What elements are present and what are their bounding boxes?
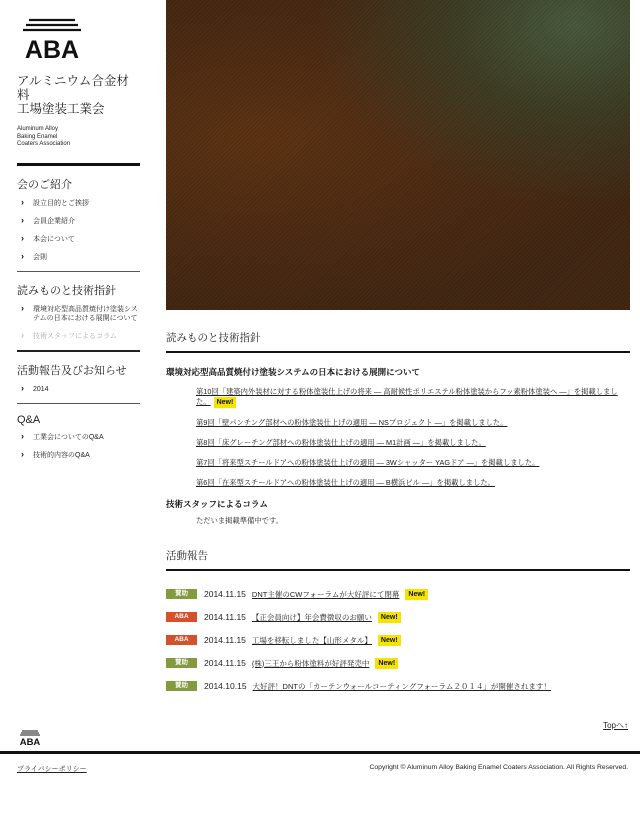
article-link[interactable]: 第7回「将来型スチールドアへの粉体塗装仕上げの適用 — 3Wシャッター YAGドア —」を掲載しました。 xyxy=(196,458,540,467)
chevron-right-icon: › xyxy=(21,214,24,225)
sidebar-item-qa-association[interactable] xyxy=(21,430,140,442)
sidebar-item-label: 技術的内容のQ&A xyxy=(33,451,90,459)
activity-link[interactable]: DNT主催のCWフォーラムが大好評にて閉幕 xyxy=(251,589,400,599)
org-name xyxy=(17,74,140,116)
activity-item xyxy=(166,634,630,646)
category-badge: 賛助 xyxy=(166,681,197,691)
sidebar-heading-qa[interactable]: Q&A xyxy=(17,413,41,426)
back-to-top-link[interactable]: Topへ↑ xyxy=(603,721,628,730)
sidebar-item-purpose[interactable] xyxy=(21,196,140,208)
sidebar-list-about xyxy=(17,196,140,262)
sidebar-item-rules[interactable] xyxy=(21,250,140,262)
sidebar-divider xyxy=(17,403,140,404)
sidebar-item-label: 工業会についてのQ&A xyxy=(33,433,104,441)
sidebar-item-qa-technical[interactable] xyxy=(21,448,140,460)
article-item xyxy=(196,387,630,408)
article-item xyxy=(196,458,630,468)
activity-date: 2014.11.15 xyxy=(204,635,246,645)
sidebar-item-coating-system[interactable] xyxy=(21,302,140,323)
privacy-policy-link[interactable]: プライバシーポリシー xyxy=(17,766,87,773)
chevron-right-icon: › xyxy=(21,382,24,393)
sidebar-item-label: 環境対応型高品質焼付け塗装システムの日本における展開について xyxy=(33,305,138,322)
sidebar-divider xyxy=(17,350,140,352)
article-link[interactable]: 第6回「在来型スチールドアへの粉体塗装仕上げの適用 — B横浜ビル —」を掲載しました。 xyxy=(196,478,495,487)
sidebar-list-qa xyxy=(17,430,140,460)
sidebar-item-label: 本会について xyxy=(33,235,75,243)
org-name-line1: アルミニウム合金材料 xyxy=(17,74,129,102)
sidebar-item-2014[interactable] xyxy=(21,382,140,394)
activity-date: 2014.11.15 xyxy=(204,612,246,622)
org-en-line3: Coaters Association xyxy=(17,141,71,147)
org-en-line1: Aluminum Alloy xyxy=(17,126,59,132)
section-title-reading: 読みものと技術指針 xyxy=(166,330,630,353)
hero-image xyxy=(166,0,630,310)
category-badge: ABA xyxy=(166,635,197,645)
activity-item xyxy=(166,611,630,623)
activity-link[interactable]: 【正会員向け】年会費徴収のお願い xyxy=(251,612,372,622)
sidebar-heading-activity[interactable]: 活動報告及びお知らせ xyxy=(17,364,127,377)
article-item xyxy=(196,438,630,448)
activity-item xyxy=(166,680,630,692)
subsection-title-column: 技術スタッフによるコラム xyxy=(166,499,268,509)
article-list xyxy=(166,387,630,488)
chevron-right-icon: › xyxy=(21,196,24,207)
activity-link[interactable]: 大好評！DNTの「カーテンウォールコーティングフォーラム２０１４」が開催されます！ xyxy=(252,681,551,691)
activity-date: 2014.11.15 xyxy=(204,589,246,599)
sidebar-item-label: 会員企業紹介 xyxy=(33,217,75,225)
category-badge: 賛助 xyxy=(166,658,197,668)
chevron-right-icon: › xyxy=(21,448,24,459)
activity-date: 2014.11.15 xyxy=(204,658,246,668)
section-title-activity: 活動報告 xyxy=(166,548,630,571)
sidebar-item-members[interactable] xyxy=(21,214,140,226)
sidebar-item-label: 設立目的とご挨拶 xyxy=(33,199,89,207)
logo-text: ABA xyxy=(24,36,80,60)
article-item xyxy=(196,418,630,428)
new-badge: New! xyxy=(378,612,401,623)
chevron-right-icon: › xyxy=(21,329,24,340)
new-badge: New! xyxy=(378,635,401,646)
org-english-name xyxy=(17,126,140,149)
footer-logo-text: ABA xyxy=(19,737,41,746)
sidebar-list-reading xyxy=(17,302,140,341)
org-name-line2: 工場塗装工業会 xyxy=(17,102,105,116)
sidebar-heading-reading[interactable]: 読みものと技術指針 xyxy=(17,284,116,297)
preparing-text: ただいま掲載準備中です。 xyxy=(196,516,283,525)
sidebar-item-label: 技術スタッフによるコラム xyxy=(33,332,117,340)
article-link[interactable]: 第8回「床グレーチング部材への粉体塗装仕上げの適用 — M1計画 —」を掲載しました。 xyxy=(196,438,486,447)
org-en-line2: Baking Enamel xyxy=(17,133,58,140)
activity-date: 2014.10.15 xyxy=(204,681,247,691)
footer-divider xyxy=(0,751,640,754)
activity-link[interactable]: (株)三王から粉体塗料が好評発売中 xyxy=(251,658,370,668)
chevron-right-icon: › xyxy=(21,232,24,243)
new-badge: New! xyxy=(214,397,237,408)
activity-list xyxy=(166,588,630,692)
chevron-right-icon: › xyxy=(21,302,24,313)
activity-link[interactable]: 工場を移転しました【山形メタル】 xyxy=(251,635,372,645)
main-content xyxy=(166,330,630,703)
sidebar-item-about[interactable] xyxy=(21,232,140,244)
category-badge: 賛助 xyxy=(166,589,197,599)
copyright-text: Copyright © Aluminum Alloy Baking Enamel Coaters Association. All Rights Reserved. xyxy=(369,764,628,771)
activity-item xyxy=(166,588,630,600)
sidebar-item-label: 会則 xyxy=(33,253,47,261)
subsection-title-coating: 環境対応型高品質焼付け塗装システムの日本における展開について xyxy=(166,367,420,377)
article-link[interactable]: 第9回「壁パンチング部材への粉体塗装仕上げの適用 — NSプロジェクト —」を掲載しました。 xyxy=(196,418,508,427)
category-badge: ABA xyxy=(166,612,197,622)
sidebar xyxy=(17,18,140,469)
footer-aba-logo[interactable] xyxy=(17,730,43,746)
new-badge: New! xyxy=(405,589,428,600)
activity-item xyxy=(166,657,630,669)
sidebar-divider xyxy=(17,271,140,272)
aba-logo[interactable] xyxy=(17,18,87,60)
article-link[interactable]: 第10回「建築内外装材に対する粉体塗装仕上げの将来 — 高耐候性ポリエステル粉体塗装からフッ素粉体塗装へ —」を掲載しました。 xyxy=(196,387,618,406)
chevron-right-icon: › xyxy=(21,430,24,441)
new-badge: New! xyxy=(375,658,398,669)
chevron-right-icon: › xyxy=(21,250,24,261)
sidebar-item-label: 2014 xyxy=(33,385,49,393)
sidebar-heading-about[interactable]: 会のご紹介 xyxy=(17,178,72,191)
sidebar-divider xyxy=(17,163,140,166)
sidebar-item-staff-column xyxy=(21,329,140,341)
article-item xyxy=(196,478,630,488)
sidebar-list-activity xyxy=(17,382,140,394)
